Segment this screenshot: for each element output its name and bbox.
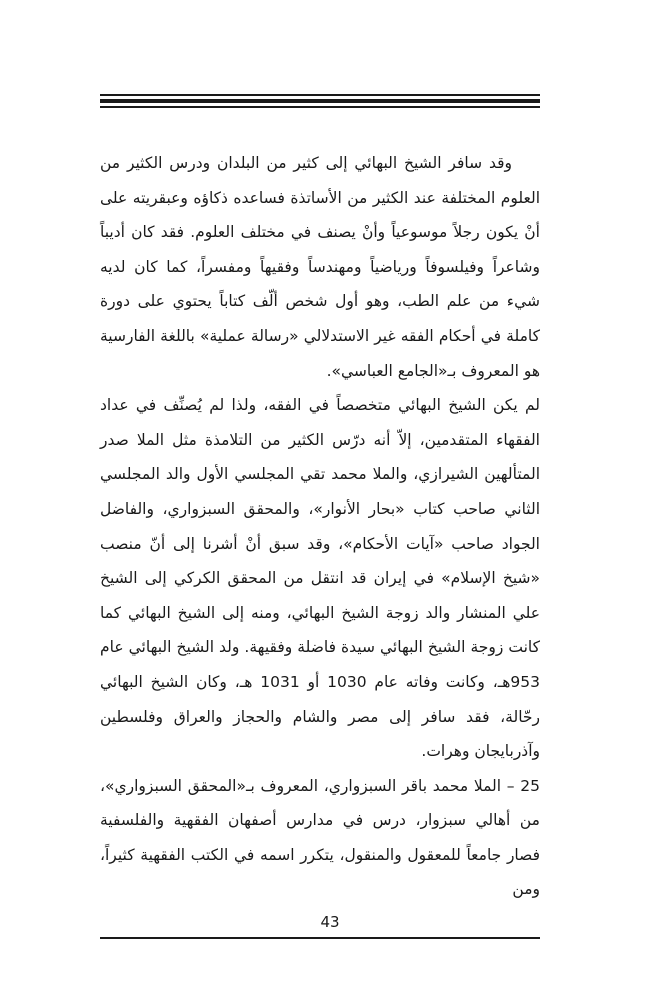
header-rule-top (100, 94, 540, 96)
paragraph-sabzawari: 25 – الملا محمد باقر السبزواري، المعروف بـ«المحقق السبزواري»، من أهالي سبزوار، درس في مدارس أصفهان الفقهية والفلسفية فصار جامعاً للمعقول والمنقول، يتكرر اسمه في الكتب الفقهية كثيراً، ومن (100, 776, 540, 899)
body-text (100, 146, 540, 907)
paragraph-sheikh-teaching: لم يكن الشيخ البهائي متخصصاً في الفقه، ولذا لم يُصنِّف في عداد الفقهاء المتقدمين، إلاّ أنه درّس الكثير من التلامذة مثل الملا صدر المتألهين الشيرازي، والملا محمد تقي المجلسي الأول والد المجلسي الثاني صاحب كتاب «بحار الأنوار»، والمحقق السبزواري، والفاضل الجواد صاحب «آيات الأحكام»، وقد سبق أنْ أشرنا إلى أنّ منصب «شيخ الإسلام» في إيران قد انتقل من المحقق الكركي إلى الشيخ علي المنشار والد زوجة الشيخ البهائي، ومنه إلى الشيخ البهائي كما كانت زوجة الشيخ البهائي سيدة فاضلة وفقيهة. ولد الشيخ البهائي عام 953هـ، وكانت وفاته عام 1030 أو 1031 هـ، وكان الشيخ البهائي رحّالة، فقد سافر إلى مصر والشام والحجاز والعراق وفلسطين وآذربايجان وهرات. (100, 396, 541, 761)
footer-rule (100, 937, 540, 939)
paragraph-sheikh-travels: وقد سافر الشيخ البهائي إلى كثير من البلدان ودرس الكثير من العلوم المختلفة عند الكثير من الأساتذة فساعده ذكاؤه وعبقريته على أنْ يكون رجلاً موسوعياً وأنْ يصنف في مختلف العلوم. فقد كان أديباً وشاعراً وفيلسوفاً ورياضياً ومهندساً وفقيهاً ومفسراً، كما كان لديه شيء من علم الطب، وهو أول شخص ألّف كتاباً يحتوي على دورة كاملة في أحكام الفقه غير الاستدلالي «رسالة عملية» باللغة الفارسية هو المعروف بـ«الجامع العباسي». (100, 154, 540, 380)
page-number: 43 (320, 913, 340, 931)
header-rule-bottom (100, 106, 540, 108)
header-rule-middle (100, 99, 540, 103)
